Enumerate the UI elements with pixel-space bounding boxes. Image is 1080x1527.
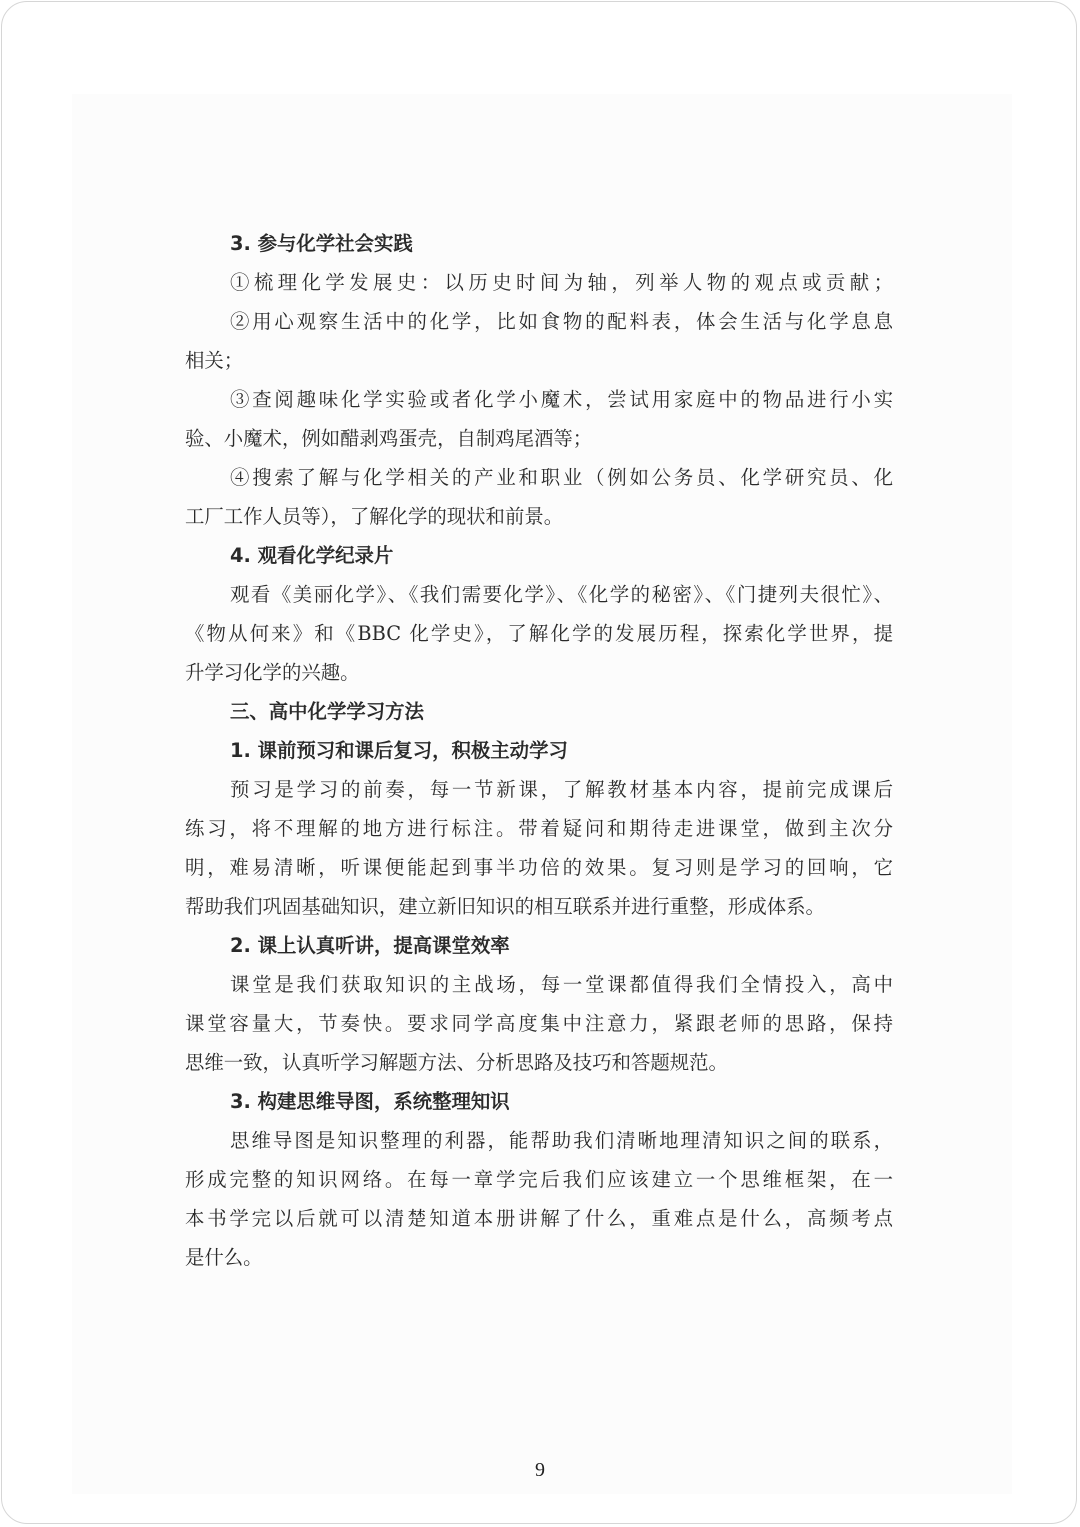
paragraph-line: 形成完整的知识网络。在每一章学完后我们应该建立一个思维框架，在一: [185, 1168, 893, 1191]
heading-preview-review: 1. 课前预习和课后复习，积极主动学习: [230, 739, 568, 762]
paragraph-line: ④搜索了解与化学相关的产业和职业（例如公务员、化学研究员、化: [230, 466, 893, 489]
paragraph-line: 本书学完以后就可以清楚知道本册讲解了什么，重难点是什么，高频考点: [185, 1207, 893, 1230]
paragraph-line: 明，难易清晰，听课便能起到事半功倍的效果。复习则是学习的回响，它: [185, 856, 893, 879]
heading-documentary: 4. 观看化学纪录片: [230, 544, 394, 567]
page-number: 9: [535, 1459, 545, 1481]
paragraph-line: 课堂容量大，节奏快。要求同学高度集中注意力，紧跟老师的思路，保持: [185, 1012, 893, 1035]
paragraph-line: 相关；: [185, 349, 244, 372]
paragraph-line: ②用心观察生活中的化学，比如食物的配料表，体会生活与化学息息: [230, 310, 893, 333]
paragraph-line: 升学习化学的兴趣。: [185, 661, 360, 684]
paragraph-line: 练习，将不理解的地方进行标注。带着疑问和期待走进课堂，做到主次分: [185, 817, 893, 840]
paragraph-line: ①梳理化学发展史：以历史时间为轴，列举人物的观点或贡献；: [230, 271, 893, 294]
paragraph-line: 预习是学习的前奏，每一节新课，了解教材基本内容，提前完成课后: [230, 778, 893, 801]
paragraph-line: 思维导图是知识整理的利器，能帮助我们清晰地理清知识之间的联系，: [230, 1129, 893, 1152]
paragraph-line: 课堂是我们获取知识的主战场，每一堂课都值得我们全情投入，高中: [230, 973, 893, 996]
paragraph-line: 帮助我们巩固基础知识，建立新旧知识的相互联系并进行重整，形成体系。: [185, 895, 825, 918]
heading-social-practice: 3. 参与化学社会实践: [230, 232, 413, 255]
document-body: [185, 224, 893, 1277]
paragraph-line: 工厂工作人员等），了解化学的现状和前景。: [185, 505, 564, 528]
heading-mind-map: 3. 构建思维导图，系统整理知识: [230, 1090, 510, 1113]
paragraph-line: 是什么。: [185, 1246, 263, 1269]
paragraph-line: 验、小魔术，例如醋剥鸡蛋壳，自制鸡尾酒等；: [185, 427, 593, 450]
paragraph-line: 观看《美丽化学》、《我们需要化学》、《化学的秘密》、《门捷列夫很忙》、: [230, 583, 893, 606]
section-heading-methods: 三、高中化学学习方法: [230, 700, 424, 723]
paragraph-line: 思维一致，认真听学习解题方法、分析思路及技巧和答题规范。: [185, 1051, 728, 1074]
paragraph-line: 《物从何来》和《BBC 化学史》，了解化学的发展历程，探索化学世界，提: [185, 622, 893, 645]
heading-class-listening: 2. 课上认真听讲，提高课堂效率: [230, 934, 510, 957]
paragraph-line: ③查阅趣味化学实验或者化学小魔术，尝试用家庭中的物品进行小实: [230, 388, 893, 411]
